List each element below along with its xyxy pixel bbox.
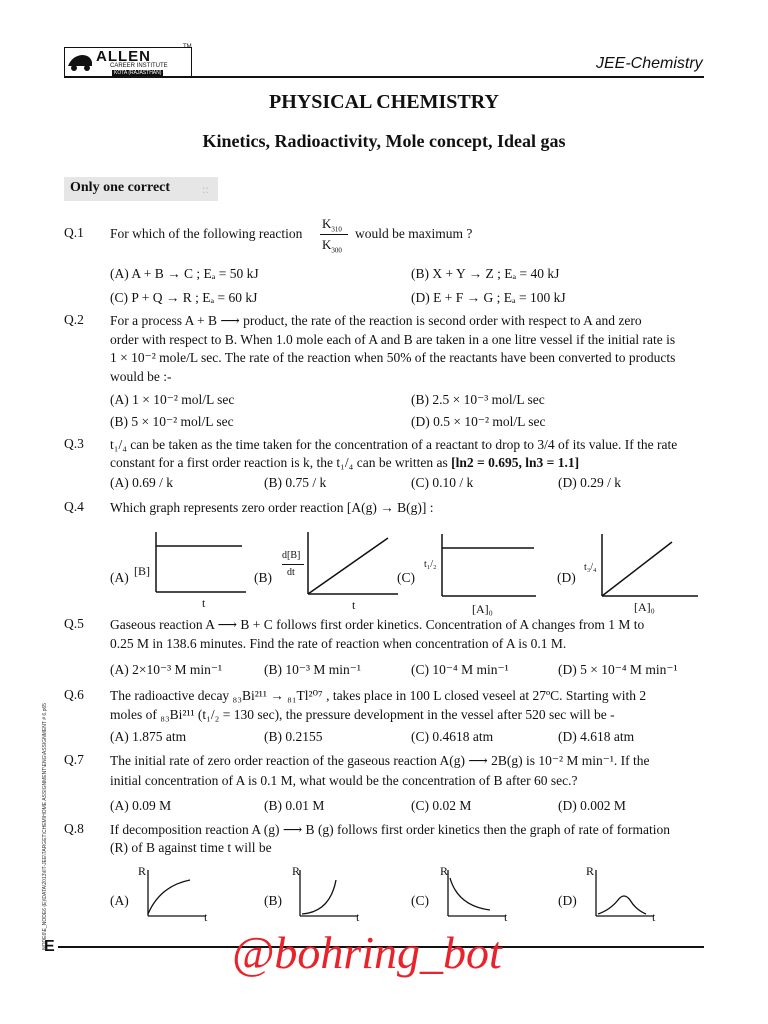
q4-graph-c-ylabel: t₁/₂ bbox=[424, 559, 437, 570]
q3-option-a: (A) 0.69 / k bbox=[110, 475, 173, 490]
section-badge bbox=[64, 177, 218, 201]
q8-graph-c-opt: (C) bbox=[411, 893, 429, 908]
page-title: PHYSICAL CHEMISTRY bbox=[269, 91, 499, 113]
q4-graph-d bbox=[596, 532, 702, 602]
q1-frac-bot: $K_{300}$ bbox=[322, 237, 342, 255]
q8-graph-a-opt: (A) bbox=[110, 893, 129, 908]
q1-text-a: For which of the following reaction bbox=[110, 226, 303, 241]
q4-text: Which graph represents zero order reaction [A(g) → B(g)] : bbox=[110, 500, 434, 515]
q4-graph-b-ylabel-bot: dt bbox=[287, 567, 295, 578]
q4-graph-c-opt: (C) bbox=[397, 570, 415, 585]
q4-graph-d-xlabel: [A]₀ bbox=[634, 600, 655, 614]
q2-option-b: (B) 2.5 × 10⁻³ mol/L sec bbox=[411, 392, 545, 407]
q8-graph-a bbox=[144, 868, 210, 922]
q3-number: Q.3 bbox=[64, 436, 84, 451]
q6-option-b: (B) 0.2155 bbox=[264, 729, 323, 744]
q3-constants: [ln2 = 0.695, ln3 = 1.1] bbox=[451, 455, 580, 470]
q8-graph-b bbox=[296, 868, 362, 922]
q6-line-2: moles of ₈₃Bi²¹¹ (t₁/₂ = 130 sec), the pressure development in the vessel after 520 sec will be - bbox=[110, 707, 615, 722]
q6-line-1: The radioactive decay ₈₃Bi²¹¹ → ₈₁Tl²⁰⁷ , takes place in 100 L closed veseel at 27ºC. Starting with 2 bbox=[110, 688, 647, 703]
q7-option-d: (D) 0.002 M bbox=[558, 798, 626, 813]
q4-graph-a-opt: (A) bbox=[110, 570, 129, 585]
q5-option-d: (D) 5 × 10⁻⁴ M min⁻¹ bbox=[558, 662, 678, 677]
logo-text: ALLEN bbox=[96, 48, 151, 65]
q1-frac-top: $K_{310}$ bbox=[322, 216, 342, 234]
q2-line-4: would be :- bbox=[110, 369, 172, 384]
q8-graph-b-opt: (B) bbox=[264, 893, 282, 908]
side-file-path: NODE6\E_NODE6 (E)\DATA\2013\IIT-JEE\TARGET\CHEM\HOME ASSIGNMENT\ENG\ASSIGNMENT # 6.p65 bbox=[42, 703, 48, 950]
q4-graph-a-xlabel: t bbox=[202, 596, 206, 610]
q8-line-1: If decomposition reaction A (g) ⟶ B (g) follows first order kinetics then the graph of rate of formation bbox=[110, 822, 670, 837]
q3-option-c: (C) 0.10 / k bbox=[411, 475, 474, 490]
q7-number: Q.7 bbox=[64, 752, 84, 767]
q5-number: Q.5 bbox=[64, 616, 84, 631]
q8-graph-c-xlabel: t bbox=[504, 910, 508, 924]
q3-option-b: (B) 0.75 / k bbox=[264, 475, 327, 490]
subject-label: JEE-Chemistry bbox=[596, 55, 703, 72]
q8-graph-b-xlabel: t bbox=[356, 910, 360, 924]
q4-graph-a bbox=[150, 528, 250, 598]
logo-car-icon bbox=[66, 50, 94, 74]
q7-line-1: The initial rate of zero order reaction of the gaseous reaction A(g) ⟶ 2B(g) is 10⁻² M min⁻¹. If the bbox=[110, 753, 650, 768]
q5-line-1: Gaseous reaction A ⟶ B + C follows first order kinetics. Concentration of A changes from 1 M to bbox=[110, 617, 645, 632]
header-rule bbox=[64, 76, 704, 78]
q5-line-2: 0.25 M in 138.6 minutes. Find the rate of reaction when concentration of A is 0.1 M. bbox=[110, 636, 567, 651]
q2-line-3: 1 × 10⁻² mole/L sec. The rate of the reaction when 50% of the reactants have been converted to products bbox=[110, 350, 676, 365]
q8-number: Q.8 bbox=[64, 821, 84, 836]
q2-line-1: For a process A + B ⟶ product, the rate of the reaction is second order with respect to A and zero bbox=[110, 313, 642, 328]
q2-number: Q.2 bbox=[64, 312, 84, 327]
q8-graph-c bbox=[444, 868, 510, 922]
q5-option-c: (C) 10⁻⁴ M min⁻¹ bbox=[411, 662, 509, 677]
q8-line-2: (R) of B against time t will be bbox=[110, 840, 272, 855]
q1-frac-line bbox=[320, 234, 348, 235]
q8-graph-a-ylabel: R bbox=[138, 864, 147, 878]
q8-graph-d bbox=[592, 868, 658, 922]
q8-graph-b-ylabel: R bbox=[292, 864, 301, 878]
q1-number: Q.1 bbox=[64, 225, 84, 240]
q1-text-b: would be maximum ? bbox=[355, 226, 473, 241]
q3-line-1: t₁/₄ can be taken as the time taken for the concentration of a reactant to drop to 3/4 of its value. If the rate bbox=[110, 437, 678, 452]
q4-graph-a-ylabel: [B] bbox=[134, 564, 150, 578]
trademark: TM bbox=[183, 44, 192, 50]
q2-option-a: (A) 1 × 10⁻² mol/L sec bbox=[110, 392, 235, 407]
q7-option-a: (A) 0.09 M bbox=[110, 798, 172, 813]
q4-graph-c bbox=[436, 532, 540, 602]
q8-graph-d-ylabel: R bbox=[586, 864, 595, 878]
q1-option-b: (B) X + Y → Z ; Eₐ = 40 kJ bbox=[411, 266, 560, 281]
logo-location: KOTA (RAJASTHAN) bbox=[114, 70, 162, 76]
q2-option-d: (D) 0.5 × 10⁻² mol/L sec bbox=[411, 414, 546, 429]
q4-graph-b bbox=[302, 528, 402, 600]
q4-graph-d-ylabel: t₃/₄ bbox=[584, 562, 597, 573]
q4-number: Q.4 bbox=[64, 499, 84, 514]
q7-line-2: initial concentration of A is 0.1 M, what would be the concentration of B after 60 sec.? bbox=[110, 773, 578, 788]
q2-line-2: order with respect to B. When 1.0 mole each of A and B are taken in a one litre vessel if the initial rate is bbox=[110, 332, 676, 347]
q7-option-b: (B) 0.01 M bbox=[264, 798, 325, 813]
q1-option-d: (D) E + F → G ; Eₐ = 100 kJ bbox=[411, 290, 566, 305]
footer-letter: E bbox=[44, 938, 55, 955]
q4-graph-b-frac-line bbox=[282, 564, 304, 565]
q4-graph-b-ylabel-top: d[B] bbox=[282, 550, 301, 561]
q6-option-d: (D) 4.618 atm bbox=[558, 729, 635, 744]
page-subtitle: Kinetics, Radioactivity, Mole concept, Ideal gas bbox=[202, 131, 566, 151]
q5-option-a: (A) 2×10⁻³ M min⁻¹ bbox=[110, 662, 223, 677]
q2-option-c: (B) 5 × 10⁻² mol/L sec bbox=[110, 414, 234, 429]
q6-option-a: (A) 1.875 atm bbox=[110, 729, 187, 744]
q4-graph-c-xlabel: [A]₀ bbox=[472, 602, 493, 616]
q6-option-c: (C) 0.4618 atm bbox=[411, 729, 494, 744]
q1-option-c: (C) P + Q → R ; Eₐ = 60 kJ bbox=[110, 290, 258, 305]
q8-graph-d-xlabel: t bbox=[652, 910, 656, 924]
watermark: @bohring_bot bbox=[232, 927, 502, 978]
q4-graph-d-opt: (D) bbox=[557, 570, 576, 585]
q6-number: Q.6 bbox=[64, 687, 84, 702]
q3-line-2: constant for a first order reaction is k, the t₁/₄ can be written as [ln2 = 0.695, ln3 = 1.1] bbox=[110, 455, 580, 470]
q8-graph-a-xlabel: t bbox=[204, 910, 208, 924]
q3-option-d: (D) 0.29 / k bbox=[558, 475, 621, 490]
logo-subtitle: CAREER INSTITUTE bbox=[110, 63, 168, 69]
section-label: Only one correct bbox=[70, 180, 171, 195]
q4-graph-b-xlabel: t bbox=[352, 598, 356, 612]
section-mark: :: bbox=[202, 182, 209, 196]
q1-option-a: (A) A + B → C ; Eₐ = 50 kJ bbox=[110, 266, 259, 281]
q5-option-b: (B) 10⁻³ M min⁻¹ bbox=[264, 662, 361, 677]
q7-option-c: (C) 0.02 M bbox=[411, 798, 472, 813]
q8-graph-c-ylabel: R bbox=[440, 864, 449, 878]
q8-graph-d-opt: (D) bbox=[558, 893, 577, 908]
q4-graph-b-opt: (B) bbox=[254, 570, 272, 585]
